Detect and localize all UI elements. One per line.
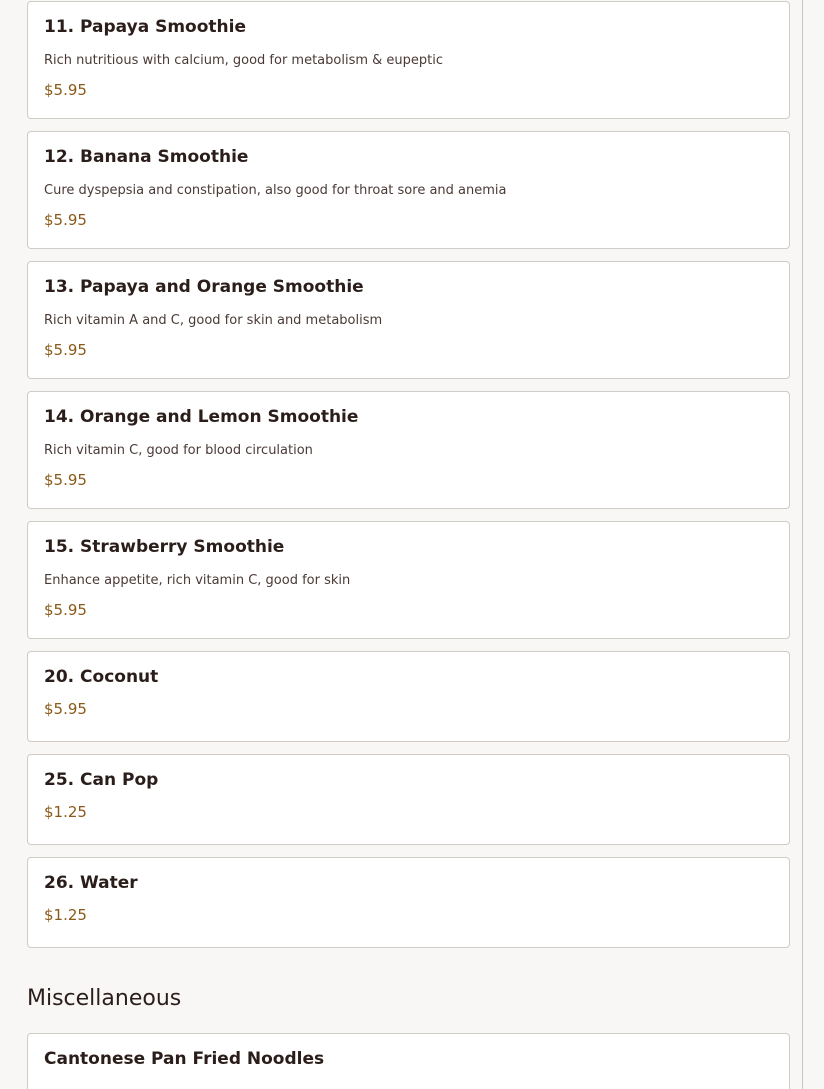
menu-item-title: 20. Coconut	[44, 667, 159, 687]
menu-item-title: 13. Papaya and Orange Smoothie	[44, 277, 364, 297]
menu-item-card[interactable]	[27, 1033, 790, 1089]
section-heading-miscellaneous: Miscellaneous	[27, 986, 182, 1011]
menu-item-card[interactable]	[27, 261, 790, 379]
scroll-divider	[802, 0, 803, 1089]
menu-item-card[interactable]	[27, 1, 790, 119]
menu-item-title: 25. Can Pop	[44, 770, 159, 790]
menu-item-price: $5.95	[44, 81, 87, 99]
menu-item-title: 12. Banana Smoothie	[44, 147, 249, 167]
menu-item-title: 26. Water	[44, 873, 138, 893]
menu-item-price: $5.95	[44, 341, 87, 359]
menu-item-price: $1.25	[44, 906, 87, 924]
menu-item-description: Rich vitamin C, good for blood circulation	[44, 443, 313, 458]
menu-item-card[interactable]	[27, 857, 790, 948]
menu-item-card[interactable]	[27, 651, 790, 742]
menu-item-price: $5.95	[44, 700, 87, 718]
menu-item-description: Cure dyspepsia and constipation, also good for throat sore and anemia	[44, 183, 507, 198]
menu-item-price: $1.25	[44, 803, 87, 821]
menu-item-description: Rich vitamin A and C, good for skin and metabolism	[44, 313, 383, 328]
menu-item-price: $5.95	[44, 211, 87, 229]
menu-item-description: Rich nutritious with calcium, good for metabolism & eupeptic	[44, 53, 444, 68]
menu-item-price: $5.95	[44, 601, 87, 619]
menu-item-price: $5.95	[44, 471, 87, 489]
menu-item-title: 14. Orange and Lemon Smoothie	[44, 407, 359, 427]
menu-item-description: Enhance appetite, rich vitamin C, good for skin	[44, 573, 351, 588]
menu-item-title: Cantonese Pan Fried Noodles	[44, 1049, 325, 1069]
menu-item-card[interactable]	[27, 391, 790, 509]
menu-item-card[interactable]	[27, 521, 790, 639]
menu-item-title: 11. Papaya Smoothie	[44, 17, 246, 37]
menu-item-card[interactable]	[27, 131, 790, 249]
menu-item-title: 15. Strawberry Smoothie	[44, 537, 285, 557]
menu-item-card[interactable]	[27, 754, 790, 845]
